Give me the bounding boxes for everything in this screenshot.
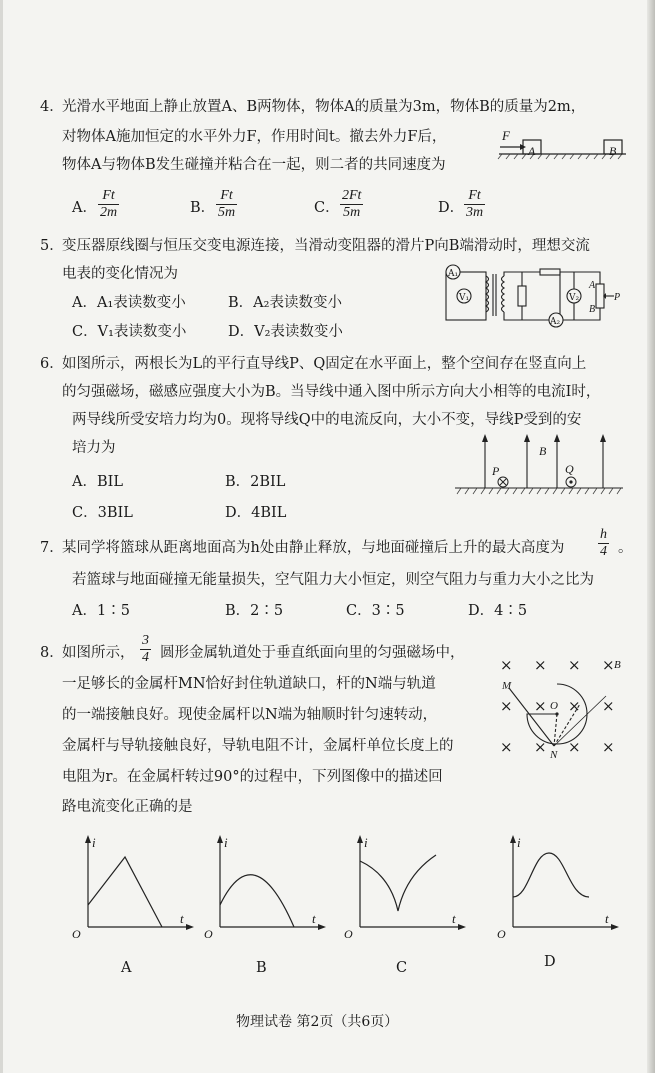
q8-cross-10: × <box>534 738 547 756</box>
q8-line1a: 如图所示， <box>62 645 135 661</box>
q8-cross-7: × <box>568 697 581 715</box>
q4-option-d-den: 3m <box>466 205 484 220</box>
q5-slider-p: P <box>614 292 621 303</box>
q8-line1b: 圆形金属轨道处于垂直纸面向里的匀强磁场中， <box>160 645 465 661</box>
q7-option-c: C．3∶5 <box>346 603 405 619</box>
q8-line6: 路电流变化正确的是 <box>62 799 193 815</box>
q4-fig-force-label: F <box>502 128 510 143</box>
q5-option-d: D．V₂表读数变小 <box>228 324 343 340</box>
q6-option-c: C．3BIL <box>72 505 133 521</box>
q8-cross-3: × <box>568 656 581 674</box>
q4-option-b-label: B． <box>190 200 216 216</box>
q8-graph-d-label: D <box>544 954 556 970</box>
q4-option-c-den: 5m <box>343 205 361 220</box>
q8-label-m: M <box>502 680 512 692</box>
q8-cross-5: × <box>500 697 513 715</box>
q8-graph-b-origin: O <box>204 927 213 941</box>
q8-label-b: B <box>614 659 621 671</box>
q8-graph-d-axis-t: t <box>605 911 609 926</box>
q8-number: 8． <box>40 645 64 661</box>
q5-terminal-a: A <box>589 280 596 291</box>
q7-line2: 若篮球与地面碰撞无能量损失，空气阻力大小恒定，则空气阻力与重力大小之比为 <box>72 572 594 588</box>
q4-option-a-num: Ft <box>98 188 119 205</box>
q8-graph-d-origin: O <box>497 927 506 941</box>
q4-option-b-den: 5m <box>218 205 236 220</box>
q8-graph-c-axis-i: i <box>364 835 368 850</box>
q7-fraction <box>598 527 609 560</box>
q8-fraction-num: 3 <box>142 633 149 648</box>
q8-graph-a-label: A <box>121 960 132 976</box>
q8-line4: 金属杆与导轨接触良好，导轨电阻不计，金属杆单位长度上的 <box>62 738 454 754</box>
q6-line2: 的匀强磁场，磁感应强度大小为B。当导线中通入图中所示方向大小相等的电流I时， <box>62 384 601 400</box>
q5-meter-a1: A₁ <box>448 269 459 279</box>
q4-number: 4． <box>40 99 64 115</box>
q4-option-a-label: A． <box>72 200 97 216</box>
q6-line3: 两导线所受安培力均为0。现将导线Q中的电流反向，大小不变，导线P受到的安 <box>72 412 582 428</box>
q8-cross-12: × <box>602 738 615 756</box>
q7-line1: 某同学将篮球从距离地面高为h处由静止释放，与地面碰撞后上升的最大高度为 <box>62 540 565 556</box>
q4-option-d-num: Ft <box>464 188 485 205</box>
q8-cross-6: × <box>534 697 547 715</box>
q8-graph-a-origin: O <box>72 927 81 941</box>
q5-meter-a2: A₂ <box>550 317 561 327</box>
q8-cross-9: × <box>500 738 513 756</box>
q8-line3: 的一端接触良好。现使金属杆以N端为轴顺时针匀速转动， <box>62 707 438 723</box>
q6-field-b-label: B <box>539 444 547 458</box>
q7-option-a: A．1∶5 <box>72 603 130 619</box>
q6-wire-p-label: P <box>492 464 500 478</box>
q8-graph-a-axis-t: t <box>180 911 184 926</box>
q8-graph-d-axis-i: i <box>517 835 521 850</box>
q6-line4: 培力为 <box>72 440 116 456</box>
q8-graph-b <box>212 835 327 935</box>
q6-number: 6． <box>40 356 64 372</box>
q5-meter-v1: V₁ <box>459 293 470 303</box>
q6-option-b: B．2BIL <box>225 474 286 490</box>
q4-option-b-fraction <box>216 188 237 221</box>
q8-cross-8: × <box>602 697 615 715</box>
q8-cross-2: × <box>534 656 547 674</box>
q4-option-d-label: D． <box>438 200 465 216</box>
q6-line1: 如图所示，两根长为L的平行直导线P、Q固定在水平面上，整个空间存在竖直向上 <box>62 356 587 372</box>
q4-option-b-num: Ft <box>216 188 237 205</box>
q8-fraction-den: 4 <box>142 650 149 665</box>
q8-graph-b-label: B <box>256 960 267 976</box>
q8-graph-a <box>80 835 195 935</box>
q6-option-d: D．4BIL <box>225 505 287 521</box>
q8-line2: 一足够长的金属杆MN恰好封住轨道缺口，杆的N端与轨道 <box>62 676 436 692</box>
q4-line1: 光滑水平地面上静止放置A、B两物体，物体A的质量为3m，物体B的质量为2m， <box>62 99 586 115</box>
q4-option-c-label: C． <box>314 200 340 216</box>
q4-fig-block-a: A <box>528 144 536 158</box>
q4-option-c-num: 2Ft <box>342 188 362 203</box>
q6-option-a: A．BIL <box>72 474 123 490</box>
q8-fraction <box>140 633 151 666</box>
page-right-edge <box>647 0 655 1073</box>
q5-option-a: A．A₁表读数变小 <box>72 295 186 311</box>
q6-wire-q-label: Q <box>565 462 574 476</box>
q8-cross-4: × <box>602 656 615 674</box>
q8-graph-b-axis-t: t <box>312 911 316 926</box>
q8-graph-d <box>505 835 620 935</box>
q7-option-b: B．2∶5 <box>225 603 284 619</box>
q5-option-b: B．A₂表读数变小 <box>228 295 342 311</box>
q8-graph-c-origin: O <box>344 927 353 941</box>
q8-graph-c-label: C <box>396 960 408 976</box>
q7-fraction-den: 4 <box>600 544 607 559</box>
q5-line1: 变压器原线圈与恒压交变电源连接，当滑动变阻器的滑片P向B端滑动时，理想交流 <box>62 238 590 254</box>
page-footer: 物理试卷 第2页（共6页） <box>236 1014 399 1030</box>
q5-terminal-b: B <box>589 304 596 315</box>
q4-line3: 物体A与物体B发生碰撞并粘合在一起，则二者的共同速度为 <box>62 157 446 173</box>
q7-fraction-num: h <box>600 527 607 542</box>
q4-option-a-den: 2m <box>100 205 118 220</box>
q8-graph-c-axis-t: t <box>452 911 456 926</box>
q5-meter-v2: V₂ <box>569 293 580 303</box>
q4-option-a-fraction <box>98 188 119 221</box>
q7-line1-end: 。 <box>618 540 633 556</box>
q5-number: 5． <box>40 238 64 254</box>
q8-label-o: O <box>550 700 558 712</box>
q8-line5: 电阻为r。在金属杆转过90°的过程中，下列图像中的描述回 <box>62 769 443 785</box>
q8-label-n: N <box>550 749 558 761</box>
q7-number: 7． <box>40 540 64 556</box>
q5-line2: 电表的变化情况为 <box>62 266 178 282</box>
page-left-edge <box>0 0 3 1073</box>
q8-graph-c <box>352 835 467 935</box>
q4-option-d-fraction <box>464 188 485 221</box>
q5-option-c: C．V₁表读数变小 <box>72 324 187 340</box>
q8-cross-11: × <box>568 738 581 756</box>
q7-option-d: D．4∶5 <box>468 603 528 619</box>
q8-graph-b-axis-i: i <box>224 835 228 850</box>
q4-fig-block-b: B <box>609 144 617 158</box>
q4-line2: 对物体A施加恒定的水平外力F，作用时间t。撤去外力F后， <box>62 129 447 145</box>
q4-option-c-fraction <box>340 188 363 221</box>
q8-graph-a-axis-i: i <box>92 835 96 850</box>
q8-cross-1: × <box>500 656 513 674</box>
